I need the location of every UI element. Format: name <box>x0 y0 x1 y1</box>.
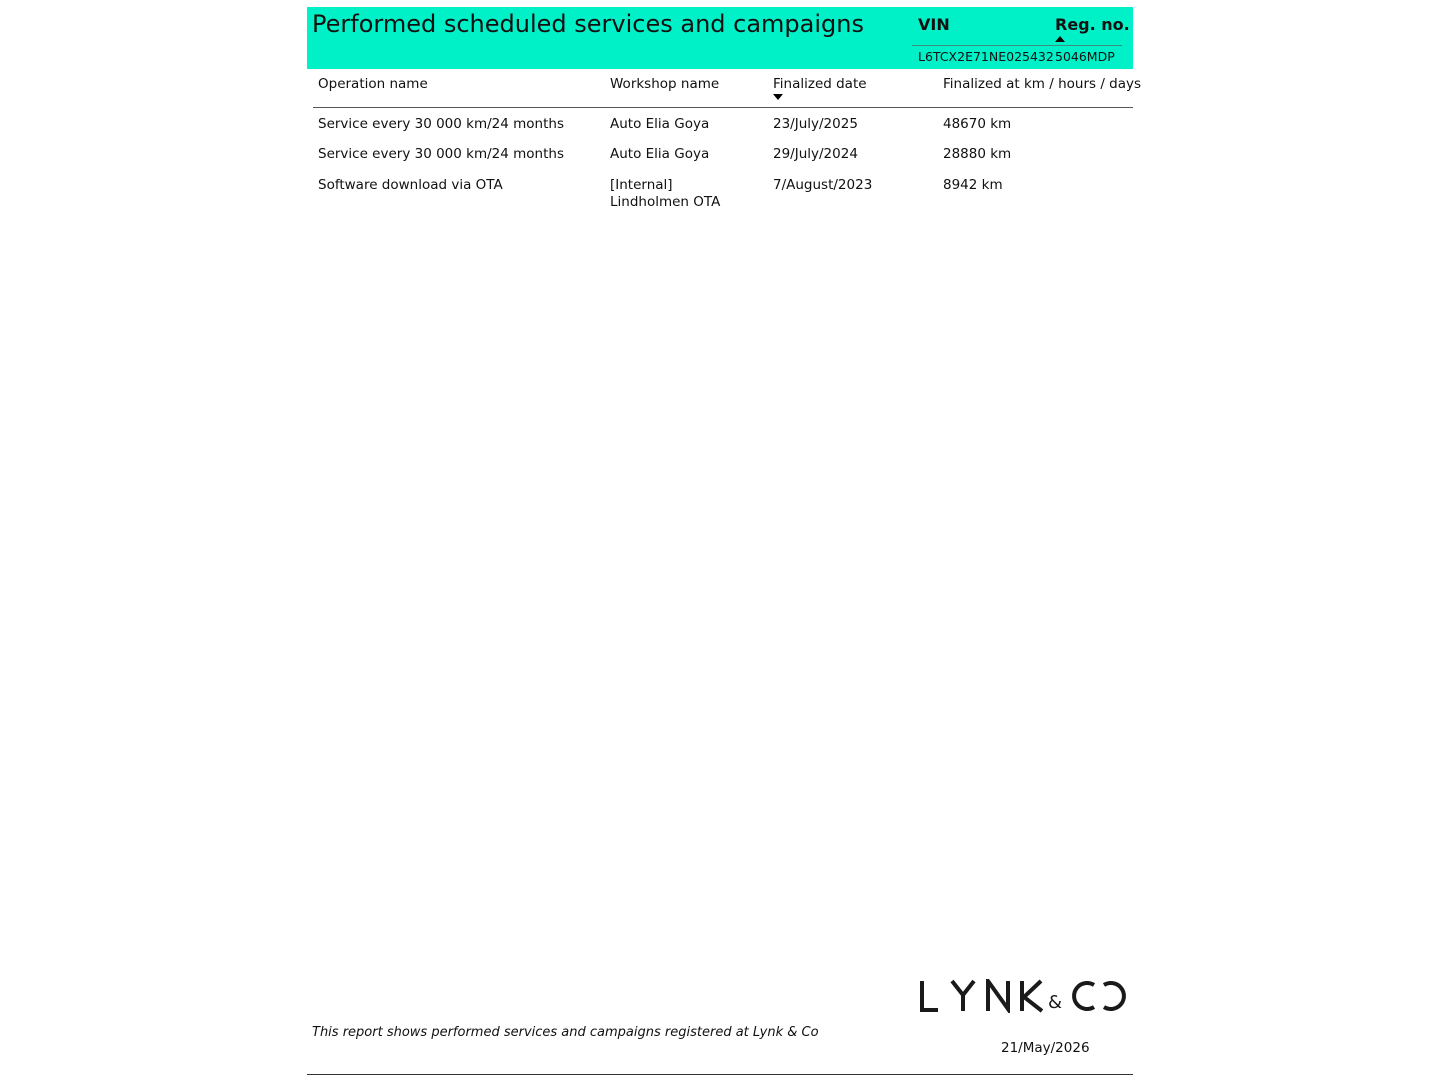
footer-divider <box>307 1074 1133 1075</box>
reg-no-column-header[interactable]: Reg. no. <box>1055 15 1130 34</box>
column-header-operation-name[interactable]: Operation name <box>318 76 428 92</box>
table-row-1-operation: Service every 30 000 km/24 months <box>318 116 564 132</box>
table-row-1-km: 48670 km <box>943 116 1012 132</box>
vin-column-header[interactable]: VIN <box>918 15 950 34</box>
header-divider <box>912 45 1122 46</box>
report-title: Performed scheduled services and campaigns <box>312 10 864 38</box>
lynk-co-logo <box>918 979 1128 1013</box>
column-header-finalized-date[interactable]: Finalized date <box>773 76 867 92</box>
table-row-2-workshop: Auto Elia Goya <box>610 146 710 162</box>
table-row-1-workshop: Auto Elia Goya <box>610 116 710 132</box>
table-row-3-date: 7/August/2023 <box>773 177 873 193</box>
table-row-1-date: 23/July/2025 <box>773 116 858 132</box>
reg-no-value: 5046MDP <box>1055 49 1115 64</box>
table-row-2-km: 28880 km <box>943 146 1012 162</box>
report-header <box>307 7 1133 69</box>
vin-value: L6TCX2E71NE025432 <box>918 49 1054 64</box>
svg-text:&: & <box>1048 992 1063 1013</box>
sort-descending-icon[interactable] <box>773 94 783 100</box>
footer-note: This report shows performed services and campaigns registered at Lynk & Co <box>312 1025 819 1040</box>
column-header-finalized-at[interactable]: Finalized at km / hours / days <box>943 76 1142 92</box>
table-row-2-operation: Service every 30 000 km/24 months <box>318 146 564 162</box>
report-date: 21/May/2026 <box>1001 1040 1090 1056</box>
table-row-3-km: 8942 km <box>943 177 1003 193</box>
table-row-3-operation: Software download via OTA <box>318 177 503 193</box>
column-header-workshop-name[interactable]: Workshop name <box>610 76 720 92</box>
table-header-divider <box>313 107 1133 108</box>
table-row-2-date: 29/July/2024 <box>773 146 858 162</box>
table-row-3-workshop: [Internal] Lindholmen OTA <box>610 177 721 210</box>
sort-ascending-icon[interactable] <box>1055 36 1065 42</box>
